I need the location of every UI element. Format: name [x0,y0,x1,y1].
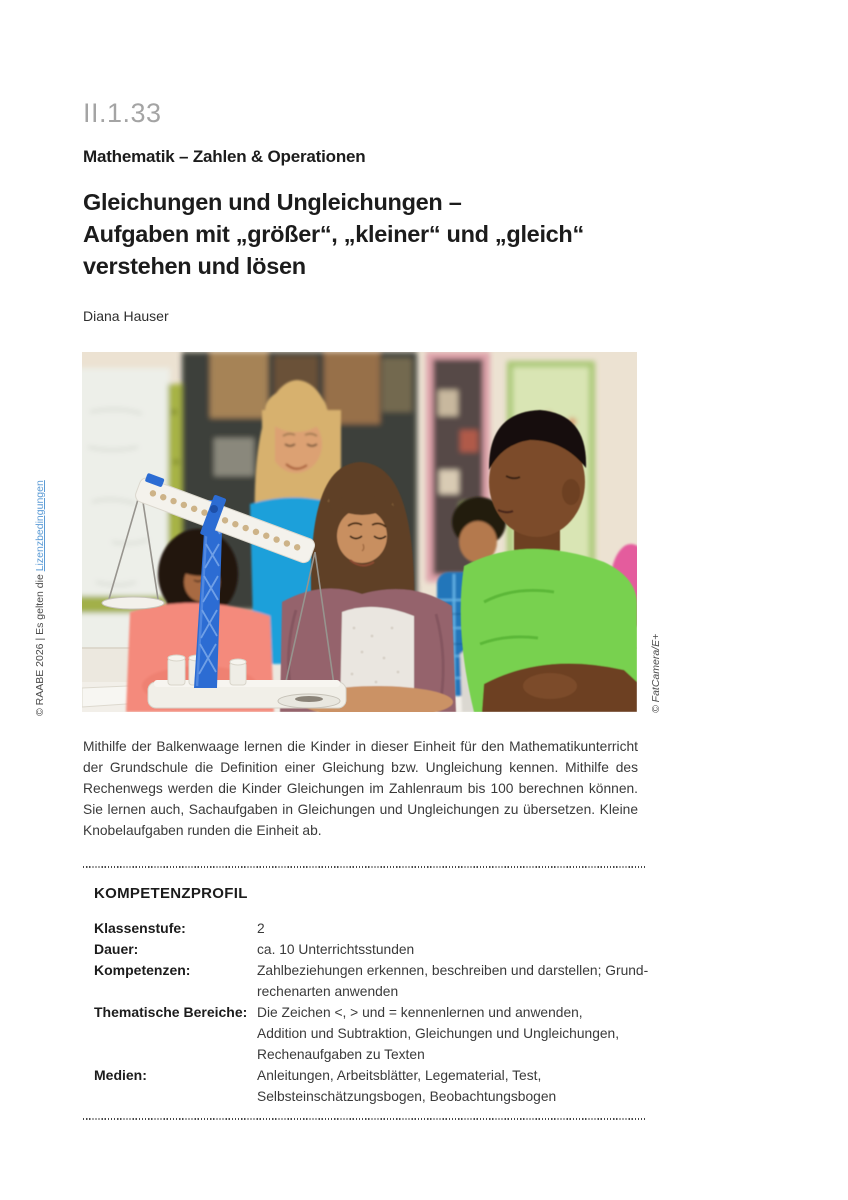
row-value-line: Anleitungen, Arbeitsblätter, Legematerial, Test, [257,1068,542,1083]
row-value-line: Zahlbeziehungen erkennen, beschreiben und darstellen; Grund- [257,963,649,978]
row-label: Medien: [94,1067,147,1083]
unit-code: II.1.33 [83,98,162,128]
row-value-line: Selbsteinschätzungsbogen, Beobachtungsbogen [257,1089,557,1104]
row-value [257,960,648,1002]
row-label: Dauer: [94,941,139,957]
photo-credit: © FatCamera/E+ [650,633,662,713]
license-link[interactable]: Lizenzbedingungen [34,480,46,572]
table-row-dauer [94,939,654,960]
row-value [257,1002,619,1065]
intro-paragraph: Mithilfe der Balkenwaage lernen die Kinder in dieser Einheit für den Mathematikunterricht der Grundschule die Definition einer Gleichung bzw. Ungleichung kennen. Mithilfe des Rechenwegs werden die Kinder Gleichungen im Zahlenraum bis 100 berechnen können. Sie lernen auch, Sachaufgaben in Gleichungen und Ungleichungen zu übersetzen. Kleine Knobelaufgaben runden die Einheit ab. [83,739,638,838]
license-note [34,480,46,716]
divider-bottom [83,1118,645,1120]
row-value-line: ca. 10 Unterrichtsstunden [257,942,415,957]
row-label: Thematische Bereiche: [94,1004,248,1020]
license-note-text: © RAABE 2026 | Es gelten die [34,571,46,716]
profile-heading: KOMPETENZPROFIL [94,885,248,902]
author-name: Diana Hauser [83,308,169,324]
row-value-line: rechenarten anwenden [257,984,399,999]
row-label: Kompetenzen: [94,962,191,978]
row-value-line: Die Zeichen <, > und = kennenlernen und anwenden, [257,1005,583,1020]
title-line-3: verstehen und lösen [83,253,306,279]
left-pan [102,597,164,609]
title-line-2: Aufgaben mit „größer“, „kleiner“ und „gleich“ [83,221,584,247]
divider-top [83,866,645,868]
row-value [257,1065,556,1107]
row-label: Klassenstufe: [94,920,186,936]
table-row-klassenstufe [94,918,654,939]
scale-pivot [210,505,218,513]
row-value [257,918,265,939]
title-line-1: Gleichungen und Ungleichungen – [83,189,462,215]
page-title [83,186,584,282]
table-row-medien [94,1065,654,1107]
photo-illustration [82,352,637,712]
row-value [257,939,414,960]
profile-table [94,918,654,1107]
table-row-kompetenzen [94,960,654,1002]
table-row-thematische-bereiche [94,1002,654,1065]
classroom-photo [82,352,637,712]
row-value-line: Rechenaufgaben zu Texten [257,1047,425,1062]
row-value-line: 2 [257,921,265,936]
subject-line: Mathematik – Zahlen & Operationen [83,147,366,166]
row-value-line: Addition und Subtraktion, Gleichungen und Ungleichungen, [257,1026,620,1041]
